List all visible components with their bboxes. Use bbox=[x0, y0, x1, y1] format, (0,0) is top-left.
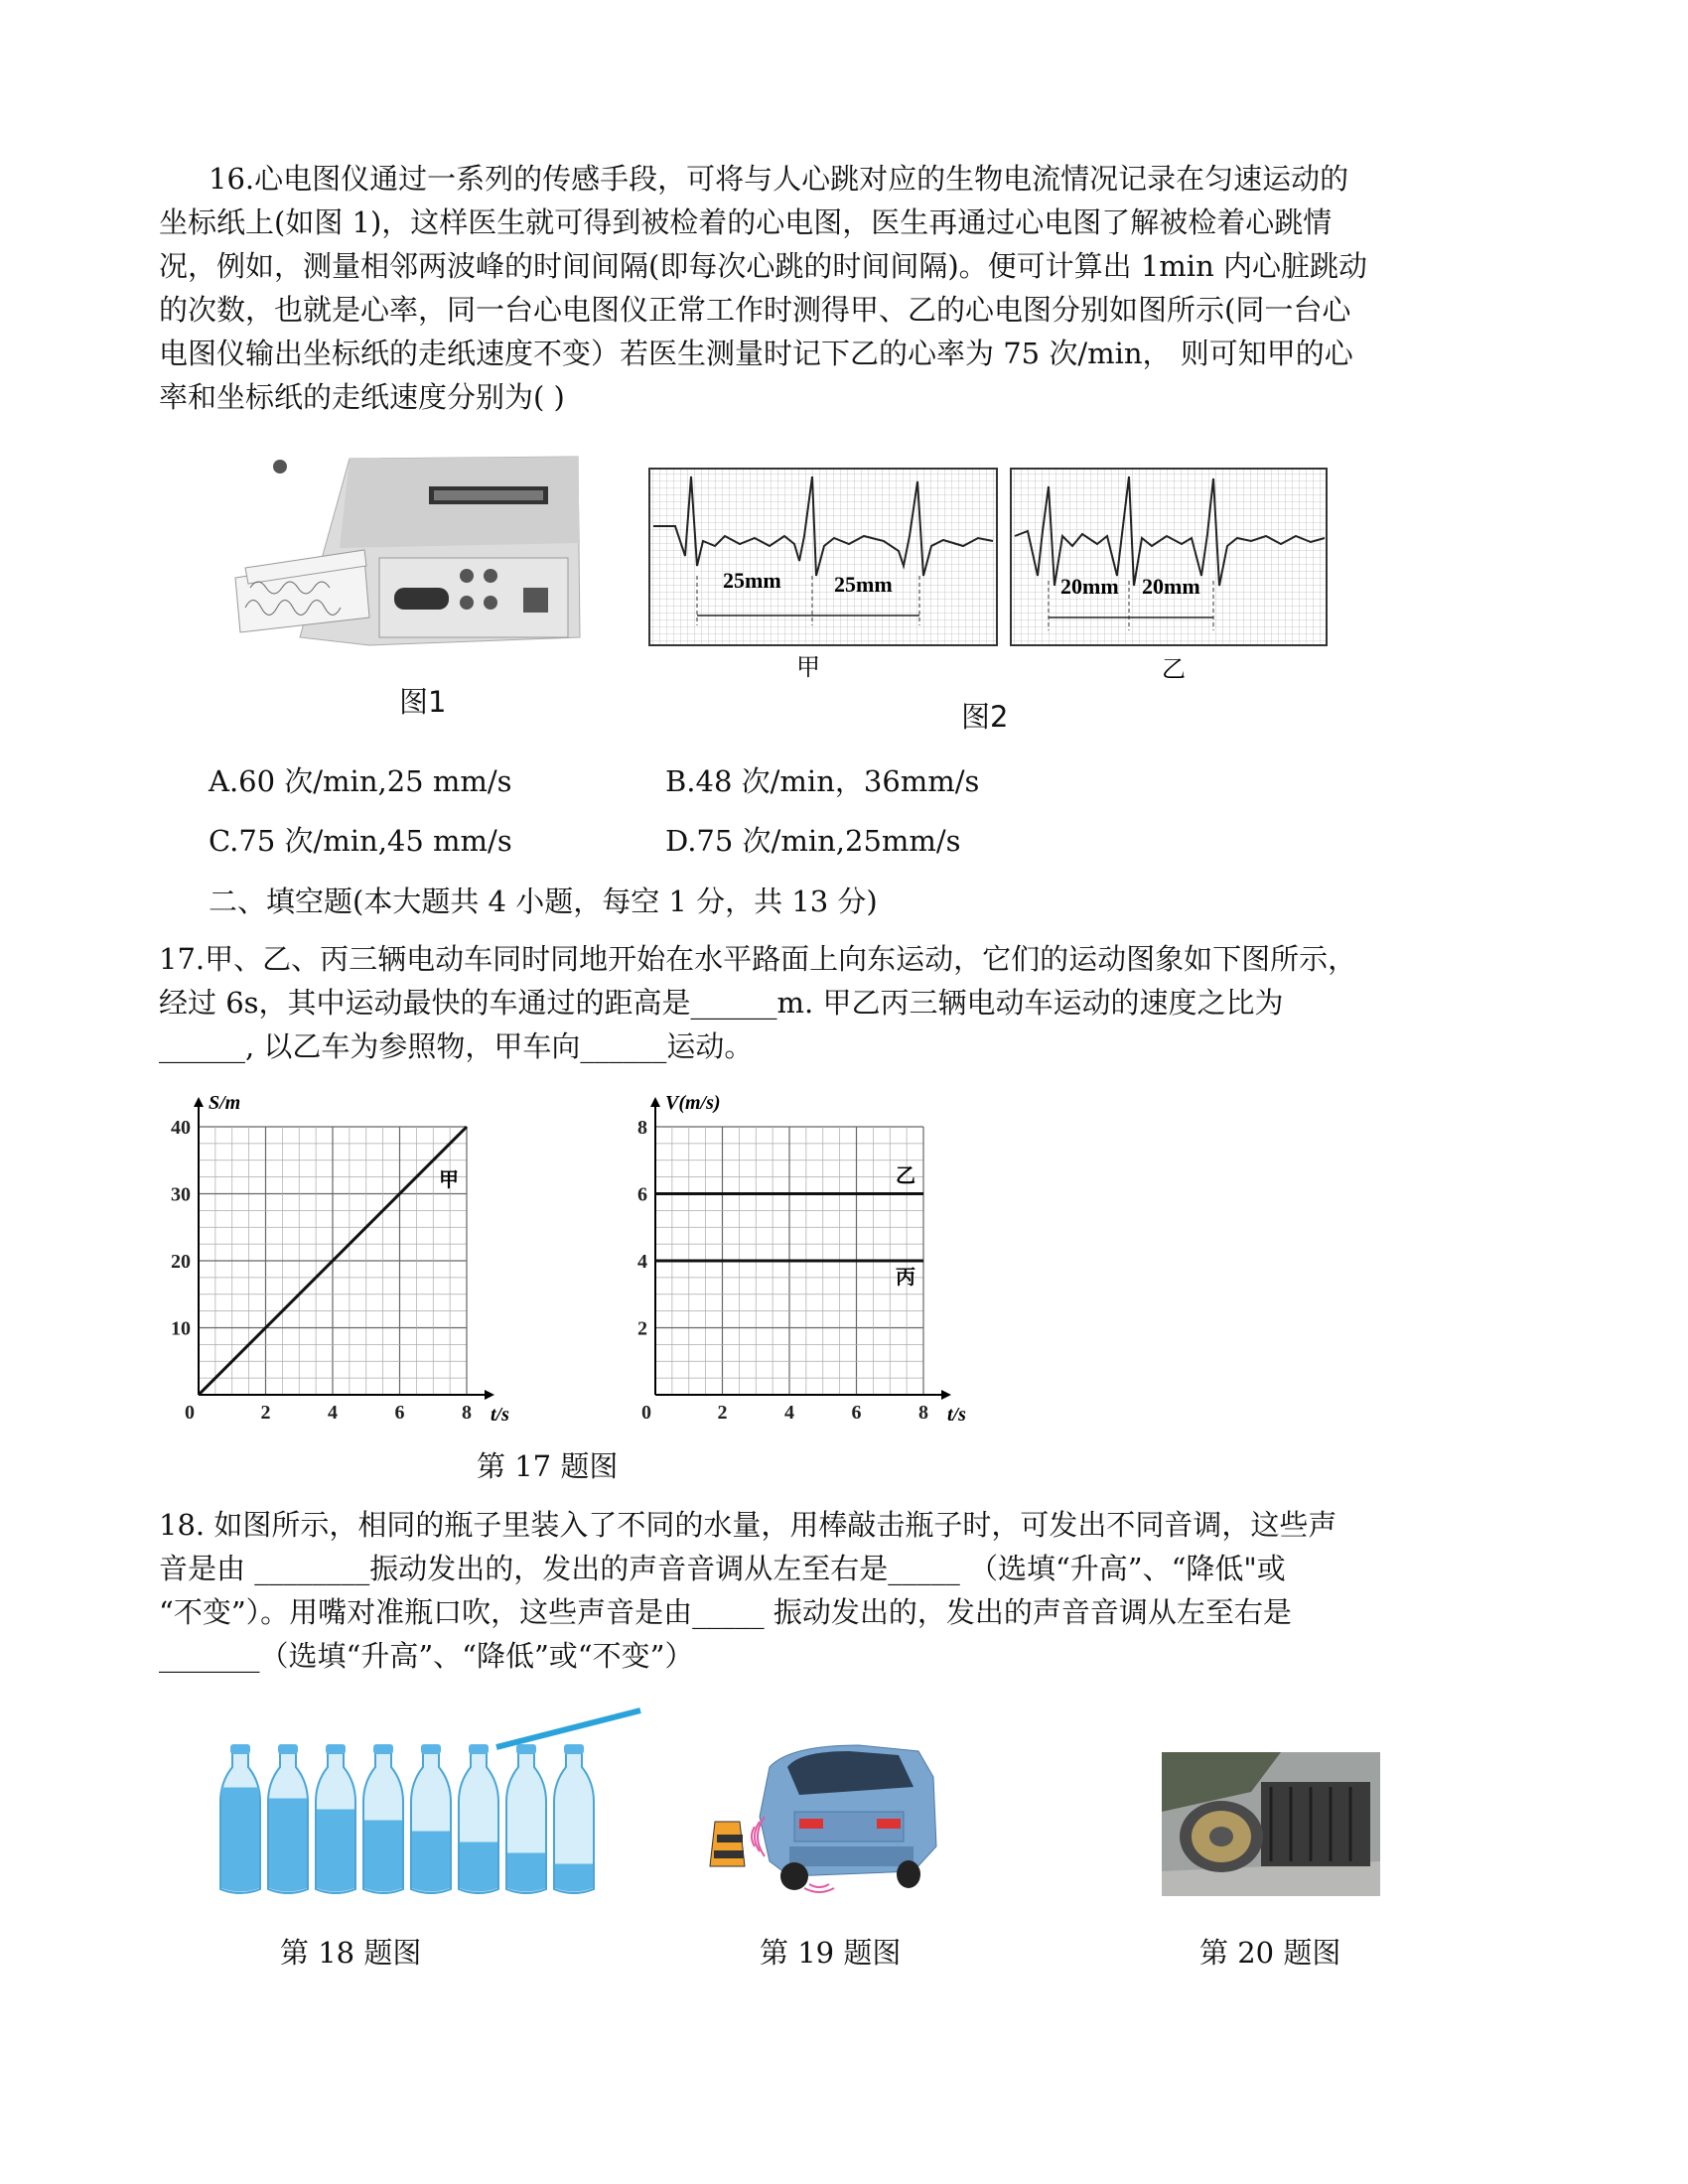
x-tick-label: 0 bbox=[185, 1402, 195, 1424]
q18-line-3: “不变”）。用嘴对准瓶口吹，这些声音是由_____ 振动发出的，发出的声音音调从左至右是 bbox=[159, 1595, 1292, 1629]
bottle bbox=[411, 1744, 451, 1893]
y-arrow bbox=[650, 1097, 660, 1107]
bottles-image bbox=[213, 1693, 650, 1901]
stick-icon bbox=[496, 1710, 640, 1747]
q17-line-3: ______, 以乙车为参照物，甲车向______运动。 bbox=[159, 1029, 754, 1063]
y-axis-label: S/m bbox=[209, 1092, 241, 1114]
bottle bbox=[268, 1744, 308, 1893]
x-tick-label: 6 bbox=[851, 1402, 862, 1424]
ecg-yi-interval-1: 20mm bbox=[1060, 574, 1119, 599]
x-arrow bbox=[941, 1390, 951, 1400]
section-2-heading: 二、填空题(本大题共 4 小题，每空 1 分，共 13 分) bbox=[209, 885, 878, 918]
q20-caption: 第 20 题图 bbox=[1199, 1936, 1341, 1970]
series-label-1: 丙 bbox=[896, 1267, 915, 1289]
x-tick-label: 6 bbox=[394, 1402, 405, 1424]
q16-line-1: 16.心电图仪通过一系列的传感手段，可将与人心跳对应的生物电流情况记录在匀速运动的 bbox=[209, 162, 1349, 196]
car-parking-sensor-image bbox=[700, 1737, 938, 1896]
q18-line-1: 18. 如图所示，相同的瓶子里装入了不同的水量，用棒敲击瓶子时，可发出不同音调，这些声 bbox=[159, 1508, 1337, 1542]
ecg-yi-label: 乙 bbox=[1162, 655, 1186, 683]
y-tick-label: 2 bbox=[637, 1317, 647, 1340]
option-c[interactable]: C.75 次/min,45 mm/s bbox=[209, 824, 512, 858]
y-tick-label: 6 bbox=[637, 1183, 647, 1206]
ecg-jia-interval-2: 25mm bbox=[834, 572, 893, 597]
ecg-strips bbox=[645, 467, 1331, 715]
bottle bbox=[220, 1744, 260, 1893]
y-axis-label: V(m/s) bbox=[665, 1092, 721, 1114]
bottle bbox=[363, 1744, 403, 1893]
x-tick-label: 0 bbox=[641, 1402, 651, 1424]
q18-line-2: 音是由 ________振动发出的，发出的声音音调从左至右是_____ （选填“升高”、“降低"或 bbox=[159, 1552, 1286, 1585]
x-tick-label: 2 bbox=[260, 1402, 271, 1424]
x-tick-label: 4 bbox=[328, 1402, 338, 1424]
y-tick-label: 8 bbox=[637, 1117, 647, 1139]
bottle bbox=[459, 1744, 498, 1893]
vt-graph bbox=[616, 1087, 973, 1425]
q17-caption: 第 17 题图 bbox=[477, 1449, 619, 1483]
st-graph bbox=[159, 1087, 516, 1425]
q16-line-5: 电图仪输出坐标纸的走纸速度不变）若医生测量时记下乙的心率为 75 次/min， 则可知甲的心 bbox=[159, 337, 1353, 370]
bottle bbox=[316, 1744, 355, 1893]
q19-caption: 第 19 题图 bbox=[760, 1936, 902, 1970]
q18-line-4: _______（选填“升高”、“降低”或“不变”） bbox=[159, 1639, 694, 1673]
y-tick-label: 40 bbox=[171, 1117, 191, 1139]
series-label-0: 乙 bbox=[896, 1165, 915, 1187]
y-tick-label: 10 bbox=[171, 1317, 191, 1340]
q17-line-1: 17.甲、乙、丙三辆电动车同时同地开始在水平路面上向东运动，它们的运动图象如下图所示， bbox=[159, 942, 1357, 976]
y-tick-label: 4 bbox=[637, 1251, 647, 1273]
overturned-truck-image bbox=[1162, 1752, 1380, 1896]
q16-line-2: 坐标纸上(如图 1)，这样医生就可得到被检着的心电图，医生再通过心电图了解被检着心跳情 bbox=[159, 205, 1333, 239]
option-d[interactable]: D.75 次/min,25mm/s bbox=[665, 824, 961, 858]
q18-caption: 第 18 题图 bbox=[280, 1936, 422, 1970]
ecg-yi-interval-2: 20mm bbox=[1142, 574, 1200, 599]
x-axis-label: t/s bbox=[491, 1404, 509, 1425]
x-axis-label: t/s bbox=[947, 1404, 966, 1425]
q16-line-6: 率和坐标纸的走纸速度分别为( ) bbox=[159, 380, 565, 414]
x-tick-label: 8 bbox=[918, 1402, 928, 1424]
ecg-jia-interval-1: 25mm bbox=[723, 568, 781, 593]
q17-line-2: 经过 6s，其中运动最快的车通过的距高是______m. 甲乙丙三辆电动车运动的速度之比为 bbox=[159, 986, 1284, 1020]
bottle bbox=[554, 1744, 594, 1893]
q16-line-4: 的次数，也就是心率，同一台心电图仪正常工作时测得甲、乙的心电图分别如图所示(同一台心 bbox=[159, 293, 1351, 327]
x-tick-label: 8 bbox=[462, 1402, 472, 1424]
x-arrow bbox=[485, 1390, 494, 1400]
y-tick-label: 30 bbox=[171, 1183, 191, 1206]
option-a[interactable]: A.60 次/min,25 mm/s bbox=[209, 764, 512, 798]
ecg-machine-image bbox=[230, 449, 588, 657]
option-b[interactable]: B.48 次/min，36mm/s bbox=[665, 764, 980, 798]
ecg-jia-label: 甲 bbox=[796, 653, 820, 681]
series-label-0: 甲 bbox=[439, 1169, 459, 1191]
y-tick-label: 20 bbox=[171, 1251, 191, 1273]
bottle bbox=[506, 1744, 546, 1893]
y-arrow bbox=[194, 1097, 204, 1107]
fig2-caption: 图2 bbox=[961, 700, 1009, 734]
q16-line-3: 况，例如，测量相邻两波峰的时间间隔(即每次心跳的时间间隔)。便可计算出 1min 内心脏跳动 bbox=[159, 249, 1367, 283]
x-tick-label: 4 bbox=[784, 1402, 794, 1424]
x-tick-label: 2 bbox=[717, 1402, 728, 1424]
fig1-caption: 图1 bbox=[399, 685, 447, 719]
